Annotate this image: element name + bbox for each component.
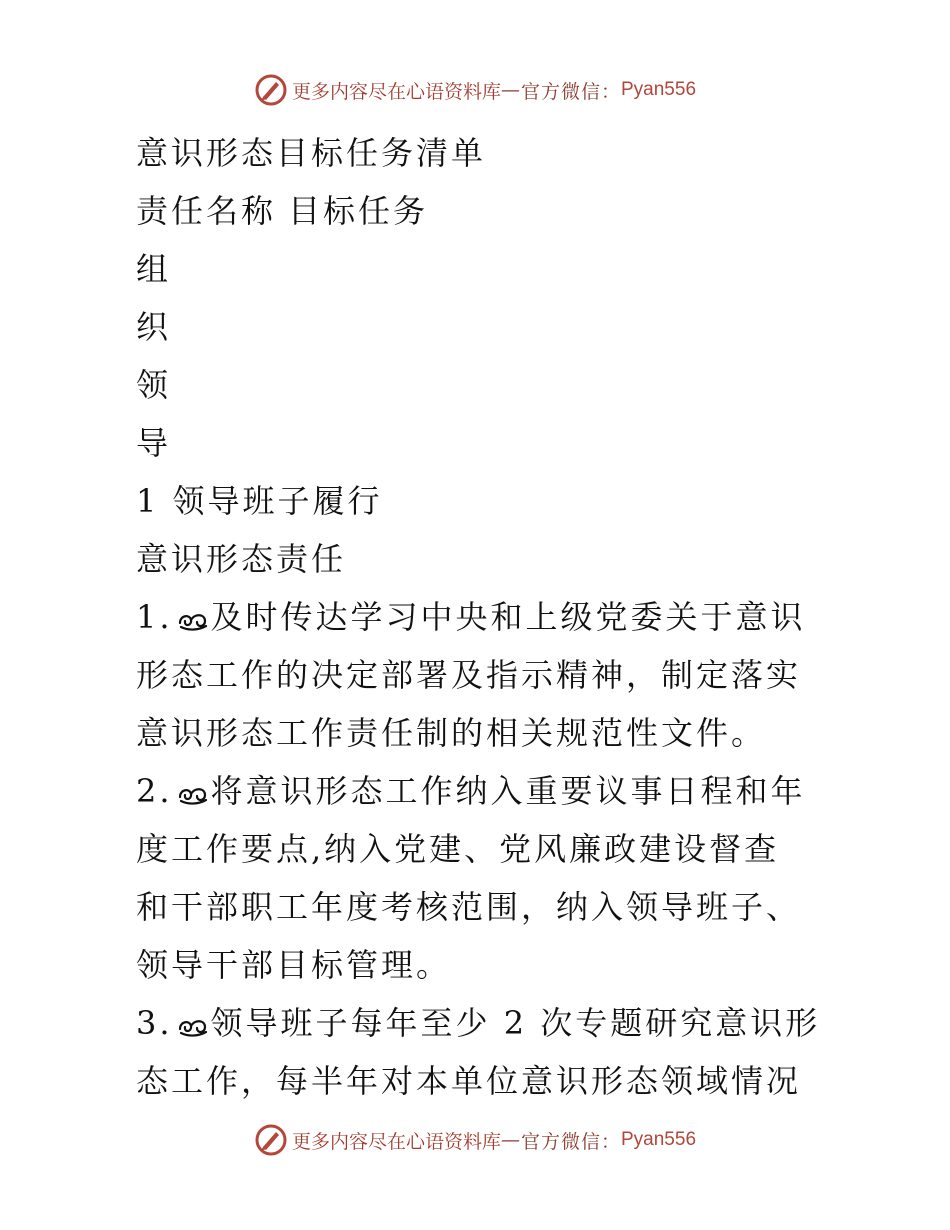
ornament-bullet-icon	[177, 1015, 209, 1037]
category-char: 组	[136, 250, 172, 288]
pen-logo-icon	[254, 1123, 288, 1157]
watermark-id: Pyan556	[621, 1129, 697, 1150]
watermark-sub-text: 官方微信：	[520, 80, 621, 103]
watermark-footer	[0, 1120, 950, 1160]
watermark-main-text: 更多内容尽在心语资料库	[291, 80, 501, 103]
watermark-dash: —	[500, 79, 521, 101]
watermark-header	[0, 70, 950, 110]
ornament-bullet-icon	[177, 783, 209, 805]
item-text: 领导班子每年至少 2 次专题研究意识形	[210, 1004, 821, 1042]
item-text: 将意识形态工作纳入重要议事日程和年	[210, 772, 806, 810]
item-text-line: 领导干部目标管理。	[136, 946, 452, 984]
item-text-line: 和干部职工年度考核范围，纳入领导班子、	[136, 888, 802, 926]
item-text-line: 意识形态工作责任制的相关规范性文件。	[136, 714, 767, 752]
watermark-id: Pyan556	[621, 79, 697, 100]
watermark-main-text: 更多内容尽在心语资料库	[291, 1130, 501, 1153]
document-title: 意识形态目标任务清单	[136, 134, 487, 172]
item-number: 2.	[136, 772, 173, 810]
watermark-dash: —	[500, 1129, 521, 1151]
item-text-line: 形态工作的决定部署及指示精神，制定落实	[136, 656, 802, 694]
item-number: 3.	[136, 1004, 173, 1042]
table-header	[136, 182, 816, 240]
list-item-first-line	[136, 994, 821, 1052]
ornament-bullet-icon	[177, 609, 209, 631]
header-col-task: 目标任务	[288, 192, 429, 230]
item-number: 1.	[136, 598, 173, 636]
header-col-responsibility: 责任名称	[136, 192, 277, 230]
subcategory-line: 1 领导班子履行	[136, 482, 383, 520]
list-item-first-line	[136, 588, 816, 646]
subcategory-line: 意识形态责任	[136, 540, 347, 578]
item-text-line: 度工作要点,纳入党建、党风廉政建设督查	[136, 830, 780, 868]
category-char: 导	[136, 424, 172, 462]
item-text: 及时传达学习中央和上级党委关于意识	[210, 598, 806, 636]
pen-logo-icon	[254, 73, 288, 107]
document-body	[136, 124, 821, 1110]
category-char: 领	[136, 366, 172, 404]
category-char: 织	[136, 308, 172, 346]
item-text-line: 态工作，每半年对本单位意识形态领域情况	[136, 1062, 802, 1100]
watermark-sub-text: 官方微信：	[520, 1130, 621, 1153]
list-item-first-line	[136, 762, 816, 820]
